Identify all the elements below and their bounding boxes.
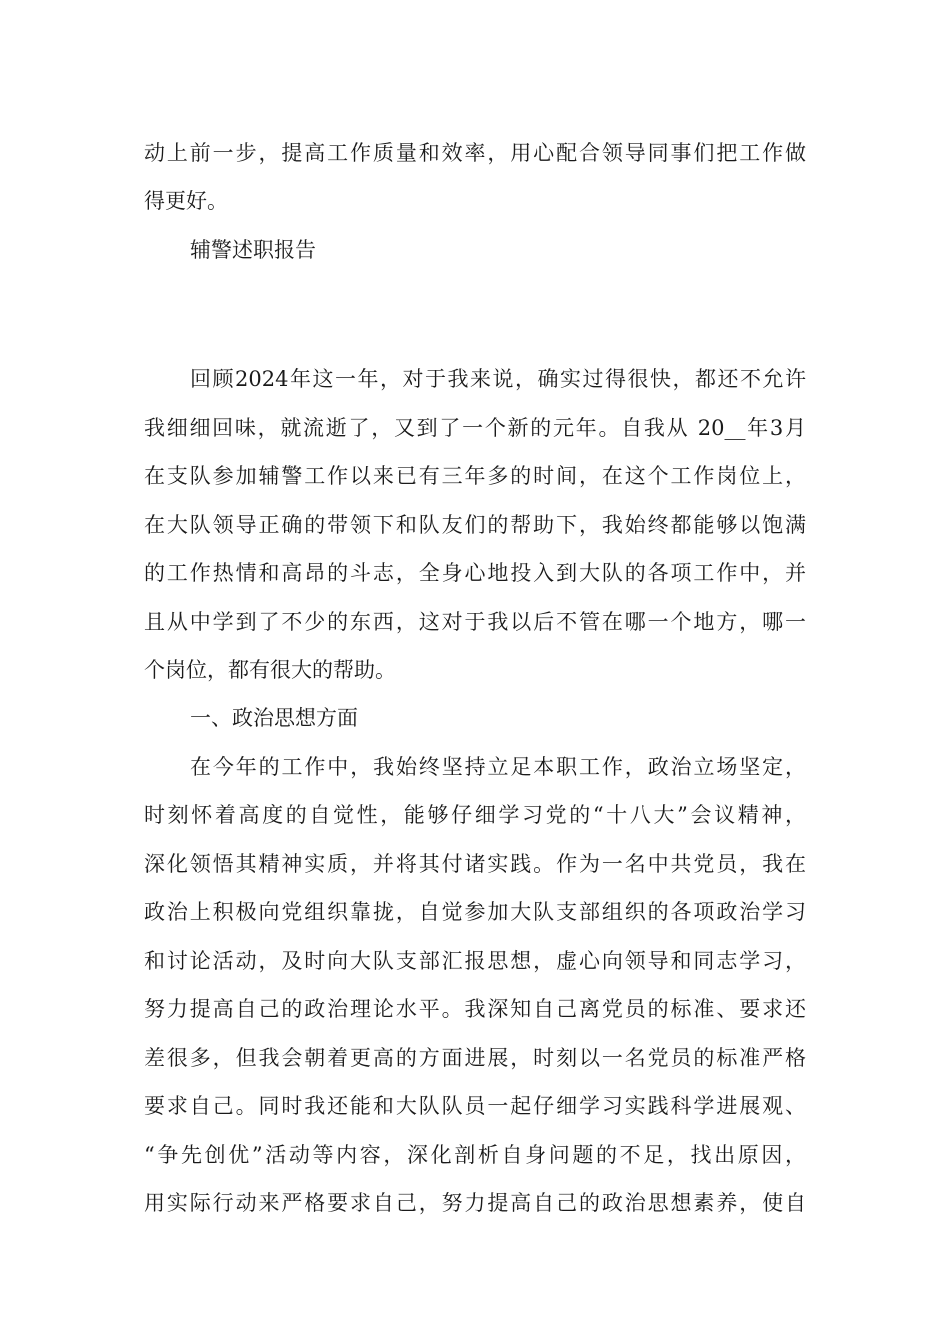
paragraph-line: 的工作热情和高昂的斗志，全身心地投入到大队的各项工作中，并 [144,561,806,585]
paragraph-line: 得更好。 [144,189,228,213]
section-title: 辅警述职报告 [190,238,316,262]
paragraph-line: 个岗位，都有很大的帮助。 [144,658,396,682]
paragraph-line: 动上前一步，提高工作质量和效率，用心配合领导同事们把工作做 [144,141,806,165]
paragraph-line: 差很多，但我会朝着更高的方面进展，时刻以一名党员的标准严格 [144,1046,806,1070]
paragraph-line: “争先创优”活动等内容，深化剖析自身问题的不足，找出原因， [144,1143,806,1167]
paragraph-line: 在大队领导正确的带领下和队友们的帮助下，我始终都能够以饱满 [144,513,806,537]
paragraph-line: 回顾2024年这一年，对于我来说，确实过得很快，都还不允许 [190,367,806,391]
paragraph-line: 用实际行动来严格要求自己，努力提高自己的政治思想素养，使自 [144,1191,806,1215]
paragraph-line: 且从中学到了不少的东西，这对于我以后不管在哪一个地方，哪一 [144,610,806,634]
paragraph-line: 和讨论活动，及时向大队支部汇报思想，虚心向领导和同志学习， [144,949,806,973]
paragraph-line: 要求自己。同时我还能和大队队员一起仔细学习实践科学进展观、 [144,1094,806,1118]
paragraph-line: 我细细回味，就流逝了，又到了一个新的元年。自我从 20__年3月 [144,416,806,440]
paragraph-line: 在支队参加辅警工作以来已有三年多的时间，在这个工作岗位上， [144,464,806,488]
paragraph-line: 深化领悟其精神实质，并将其付诸实践。作为一名中共党员，我在 [144,852,806,876]
section-heading: 一、政治思想方面 [190,706,358,730]
paragraph-line: 在今年的工作中，我始终坚持立足本职工作，政治立场坚定， [190,755,806,779]
paragraph-line: 时刻怀着高度的自觉性，能够仔细学习党的“十八大”会议精神， [144,803,806,827]
paragraph-line: 努力提高自己的政治理论水平。我深知自己离党员的标准、要求还 [144,997,806,1021]
paragraph-line: 政治上积极向党组织靠拢，自觉参加大队支部组织的各项政治学习 [144,900,806,924]
